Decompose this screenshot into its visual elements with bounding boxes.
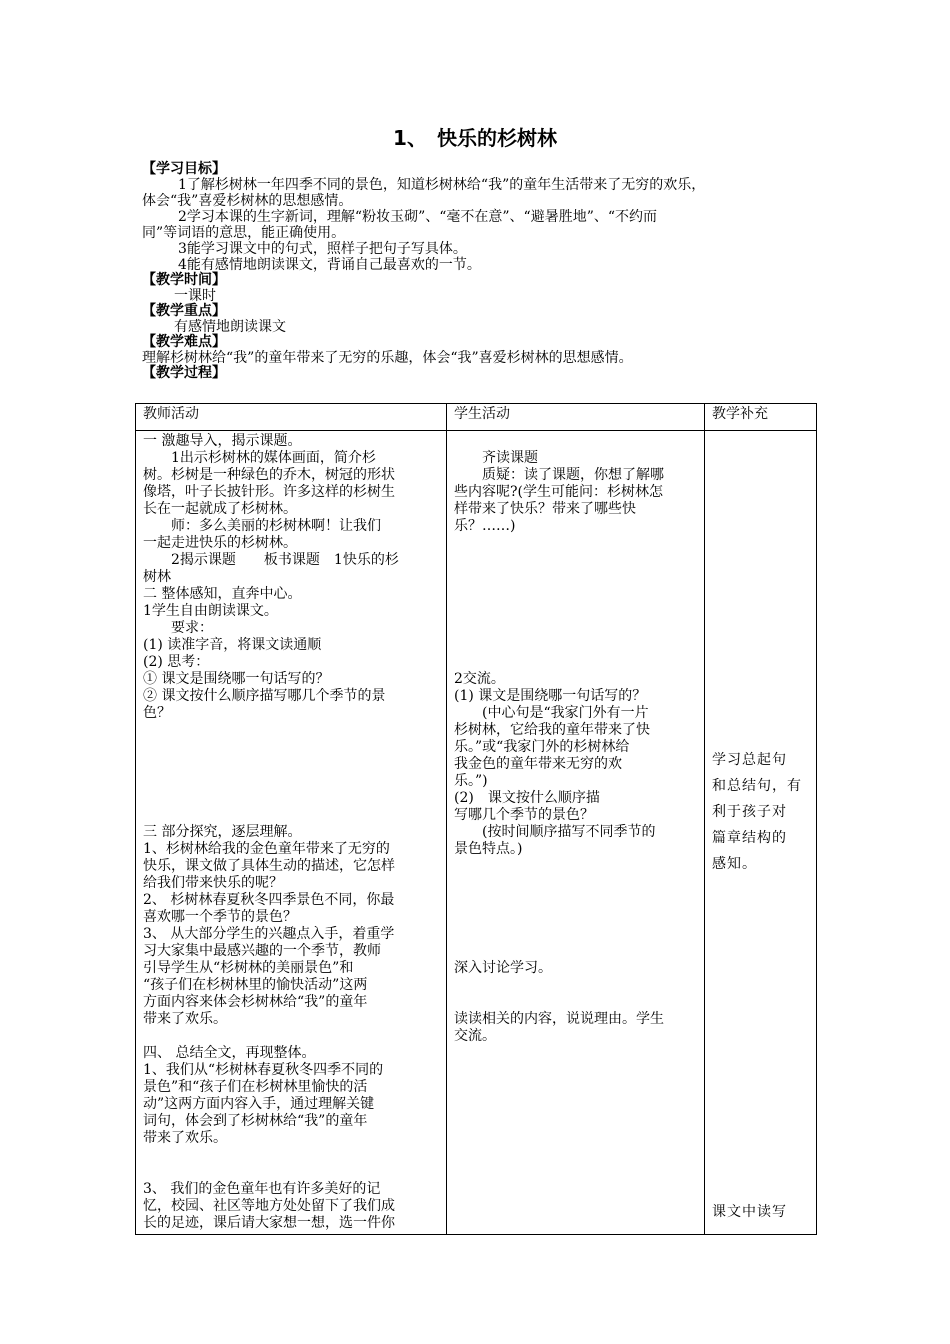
text-line <box>454 858 697 875</box>
text-line: 习大家集中最感兴趣的一个季节，教师 <box>143 943 381 959</box>
text-line: 树林 <box>143 569 171 585</box>
lesson-intro <box>142 162 818 381</box>
text-line: 齐读课题 <box>454 450 538 466</box>
text-line: 快乐，课文做了具体生动的描述，它怎样 <box>143 858 395 874</box>
text-line: 方面内容来体会杉树林给“我”的童年 <box>143 994 368 1010</box>
text-line: 词句，体会到了杉树林给“我”的童年 <box>143 1113 368 1129</box>
text-line: 色？ <box>143 705 171 721</box>
text-line: 2揭示课题 板书课题 1快乐的杉 <box>143 552 399 568</box>
text-line: (1) 读准字音，将课文读通顺 <box>143 637 322 653</box>
text-line <box>454 926 697 943</box>
text-line <box>143 1164 439 1181</box>
text-line: ② 课文按什么顺序描写哪几个季节的景 <box>143 688 386 704</box>
text-line: 动”这两方面内容入手，通过理解关键 <box>143 1096 375 1112</box>
text-line: 像塔，叶子长披针形。许多这样的杉树生 <box>143 484 395 500</box>
supplement-line: 学习总起句 <box>712 752 787 768</box>
text-line <box>454 620 697 637</box>
text-line: 读读相关的内容，说说理由。学生 <box>454 1011 664 1027</box>
text-line <box>143 1147 439 1164</box>
text-line: 些内容呢?(学生可能问：杉树林怎 <box>454 484 663 500</box>
text-line <box>454 909 697 926</box>
goal-item: 同”等词语的意思，能正确使用。 <box>142 225 346 241</box>
text-line: 我金色的童年带来无穷的欢 <box>454 756 622 772</box>
text-line: 1学生自由朗读课文。 <box>143 603 278 619</box>
text-line: (按时间顺序描写不同季节的 <box>454 824 656 840</box>
text-line <box>454 654 697 671</box>
supplement-line: 和总结句，有 <box>712 778 802 794</box>
supplement-line: 利于孩子对 <box>712 804 787 820</box>
student-activity-text <box>454 433 697 1045</box>
text-line: 景色特点。) <box>454 841 523 857</box>
text-line <box>454 637 697 654</box>
supplement-line: 课文中读写 <box>712 1204 787 1220</box>
student-activity-cell <box>447 431 705 1235</box>
text-line <box>454 943 697 960</box>
text-line: 要求： <box>143 620 213 636</box>
text-line: (1) 课文是围绕哪一句话写的？ <box>454 688 647 704</box>
supplement-note-2 <box>712 877 809 1225</box>
text-line: 质疑：读了课题，你想了解哪 <box>454 467 664 483</box>
text-line: 喜欢哪一个季节的景色？ <box>143 909 297 925</box>
text-line <box>454 892 697 909</box>
page-title: 1、 快乐的杉树林 <box>393 126 557 150</box>
text-line: 一 激趣导入，揭示课题。 <box>143 433 302 449</box>
text-line <box>454 994 697 1011</box>
goal-item: 体会“我”喜爱杉树林的思想感情。 <box>142 193 353 209</box>
difficulty-heading: 【教学难点】 <box>142 334 226 350</box>
text-line: 长的足迹，课后请大家想一想，选一件你 <box>143 1215 395 1231</box>
text-line <box>143 756 439 773</box>
text-line <box>454 535 697 552</box>
text-line: 四、 总结全文，再现整体。 <box>143 1045 316 1061</box>
text-line <box>143 1028 439 1045</box>
text-line <box>143 807 439 824</box>
text-line: 忆，校园、社区等地方处处留下了我们成 <box>143 1198 395 1214</box>
text-line: 师：多么美丽的杉树林啊！让我们 <box>143 518 381 534</box>
text-line <box>143 739 439 756</box>
text-line: 带来了欢乐。 <box>143 1130 227 1146</box>
text-line: 长在一起就成了杉树林。 <box>143 501 297 517</box>
header-supplement: 教学补充 <box>705 404 817 431</box>
text-line: 3、 我们的金色童年也有许多美好的记 <box>143 1181 381 1197</box>
text-line <box>454 586 697 603</box>
focus-heading: 【教学重点】 <box>142 303 226 319</box>
text-line: 2、 杉树林春夏秋冬四季景色不同，你最 <box>143 892 395 908</box>
table-row <box>136 431 817 1235</box>
goal-item: 4能有感情地朗读课文，背诵自己最喜欢的一节。 <box>178 257 481 273</box>
supplement-cell <box>705 431 817 1235</box>
text-line: 带来了欢乐。 <box>143 1011 227 1027</box>
text-line: ① 课文是围绕哪一句话写的？ <box>143 671 330 687</box>
text-line: 1、我们从“杉树林春夏秋冬四季不同的 <box>143 1062 384 1078</box>
header-student: 学生活动 <box>447 404 705 431</box>
text-line: 乐。”或“我家门外的杉树林给 <box>454 739 630 755</box>
teacher-activity-text <box>143 433 439 1232</box>
text-line: 写哪几个季节的景色？ <box>454 807 594 823</box>
text-line: 2交流。 <box>454 671 505 687</box>
text-line <box>454 552 697 569</box>
goal-item: 3能学习课文中的句式，照样子把句子写具体。 <box>178 241 467 257</box>
text-line <box>454 875 697 892</box>
text-line <box>454 603 697 620</box>
text-line: (2) 思考： <box>143 654 210 670</box>
text-line: 1出示杉树林的媒体画面，简介杉 <box>143 450 376 466</box>
text-line: 引导学生从“杉树林的美丽景色”和 <box>143 960 354 976</box>
text-line <box>454 977 697 994</box>
text-line: 3、 从大部分学生的兴趣点入手，着重学 <box>143 926 395 942</box>
text-line: 样带来了快乐？带来了哪些快 <box>454 501 636 517</box>
text-line: (中心句是“我家门外有一片 <box>454 705 649 721</box>
time-heading: 【教学时间】 <box>142 272 226 288</box>
goal-item: 1了解杉树林一年四季不同的景色，知道杉树林给“我”的童年生活带来了无穷的欢乐， <box>178 177 706 193</box>
text-line: 树。杉树是一种绿色的乔木，树冠的形状 <box>143 467 395 483</box>
focus-text: 有感情地朗读课文 <box>174 319 286 335</box>
text-line: 乐？……) <box>454 518 516 534</box>
text-line: 1、杉树林给我的金色童年带来了无穷的 <box>143 841 390 857</box>
goals-heading: 【学习目标】 <box>142 161 226 177</box>
text-line <box>143 773 439 790</box>
table-header-row <box>136 404 817 431</box>
process-heading: 【教学过程】 <box>142 365 226 381</box>
text-line: 二 整体感知，直奔中心。 <box>143 586 302 602</box>
text-line: “孩子们在杉树林里的愉快活动”这两 <box>143 977 368 993</box>
text-line <box>143 722 439 739</box>
difficulty-text: 理解杉树林给“我”的童年带来了无穷的乐趣，体会“我”喜爱杉树林的思想感情。 <box>142 350 633 366</box>
supplement-line: 篇章结构的 <box>712 830 787 846</box>
text-line: 杉树林，它给我的童年带来了快 <box>454 722 650 738</box>
text-line: (2) 课文按什么顺序描 <box>454 790 600 806</box>
text-line <box>454 569 697 586</box>
text-line <box>143 790 439 807</box>
text-line: 乐。”) <box>454 773 488 789</box>
text-line: 深入讨论学习。 <box>454 960 552 976</box>
text-line: 交流。 <box>454 1028 496 1044</box>
lesson-table <box>135 403 817 1235</box>
text-line: 景色”和“孩子们在杉树林里愉快的活 <box>143 1079 368 1095</box>
supplement-line: 感知。 <box>712 856 757 872</box>
text-line: 一起走进快乐的杉树林。 <box>143 535 297 551</box>
teacher-activity-cell <box>136 431 447 1235</box>
text-line: 三 部分探究，逐层理解。 <box>143 824 302 840</box>
header-teacher: 教师活动 <box>136 404 447 431</box>
supplement-note <box>712 433 809 877</box>
goal-item: 2学习本课的生字新词，理解“粉妆玉砌”、“毫不在意”、“避暑胜地”、“不约而 <box>178 209 658 225</box>
time-text: 一课时 <box>174 288 216 304</box>
text-line: 给我们带来快乐的呢？ <box>143 875 283 891</box>
text-line <box>454 433 697 450</box>
